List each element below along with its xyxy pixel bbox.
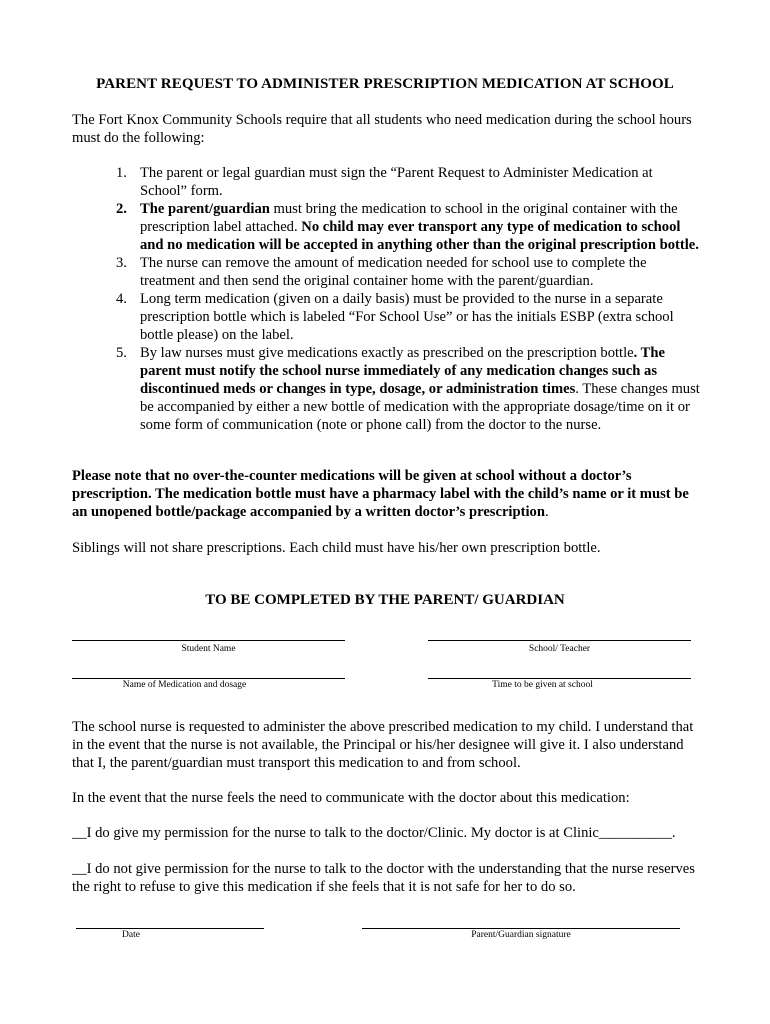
siblings-note: Siblings will not share prescriptions. Each child must have his/her own prescription bottle. bbox=[72, 540, 601, 556]
signature-label: Parent/Guardian signature bbox=[471, 930, 571, 940]
requirement-text: must bring the medication to school in the original container with the prescription label attached. bbox=[140, 201, 678, 235]
date-label: Date bbox=[122, 930, 140, 940]
intro-paragraph: The Fort Knox Community Schools require that all students who need medication during the school hours must do the following: bbox=[72, 112, 692, 146]
section-heading: TO BE COMPLETED BY THE PARENT/ GUARDIAN bbox=[205, 592, 565, 608]
requirement-text: No child may ever transport any type of medication to school and no medication will be accepted in anything other than the original prescription bottle. bbox=[140, 219, 699, 253]
requirement-item bbox=[72, 344, 700, 434]
student-name-line[interactable] bbox=[72, 640, 345, 641]
requirement-number: 5. bbox=[116, 345, 127, 361]
date-line[interactable] bbox=[76, 928, 264, 929]
time-given-label: Time to be given at school bbox=[492, 680, 593, 690]
requirement-number: 4. bbox=[116, 291, 127, 307]
permission-option-yes[interactable]: __I do give my permission for the nurse to talk to the doctor/Clinic. My doctor is at Clinic__________. bbox=[72, 825, 676, 841]
requirements-list bbox=[72, 164, 700, 434]
student-name-label: Student Name bbox=[181, 644, 236, 654]
otc-notice bbox=[72, 467, 707, 521]
requirement-item bbox=[72, 200, 700, 254]
signature-line[interactable] bbox=[362, 928, 680, 929]
time-given-line[interactable] bbox=[428, 678, 691, 679]
requirement-text: . The parent must notify the school nurse immediately of any medication changes such as discontinued meds or changes in type, dosage, or administration times bbox=[140, 345, 666, 397]
requirement-number: 2. bbox=[116, 201, 127, 217]
requirement-text: The parent or legal guardian must sign the “Parent Request to Administer Medication at School” form. bbox=[140, 165, 653, 199]
school-teacher-label: School/ Teacher bbox=[528, 644, 591, 654]
medication-dosage-label: Name of Medication and dosage bbox=[122, 680, 247, 690]
otc-notice-text: Please note that no over-the-counter medications will be given at school without a doctor’s prescription. The medication bottle must have a pharmacy label with the child’s name or it must be an unopened bottle/package accompanied by a written doctor’s prescription bbox=[72, 468, 689, 520]
requirement-item bbox=[72, 290, 700, 344]
requirement-text: The nurse can remove the amount of medication needed for school use to complete the treatment and then send the original container home with the parent/guardian. bbox=[140, 255, 647, 289]
permission-option-no[interactable]: __I do not give permission for the nurse to talk to the doctor with the understanding that the nurse reserves the right to refuse to give this medication if she feels that it is not safe for her to do so. bbox=[72, 861, 695, 895]
requirement-item bbox=[72, 254, 700, 290]
otc-notice-end: . bbox=[544, 504, 549, 520]
doctor-contact-intro: In the event that the nurse feels the need to communicate with the doctor about this medication: bbox=[72, 790, 630, 806]
authorization-paragraph: The school nurse is requested to administer the above prescribed medication to my child. I understand that in the event that the nurse is not available, the Principal or his/her designee will give it. I also understand that I, the parent/guardian must transport this medication to and from school. bbox=[72, 719, 694, 771]
medication-dosage-line[interactable] bbox=[72, 678, 345, 679]
requirement-item bbox=[72, 164, 700, 200]
requirement-text: . These changes must be accompanied by either a new bottle of medication with the appropriate dosage/time on it or some form of communication (note or phone call) from the doctor to the nurse. bbox=[140, 381, 700, 433]
form-title: PARENT REQUEST TO ADMINISTER PRESCRIPTION MEDICATION AT SCHOOL bbox=[96, 76, 674, 92]
requirement-text: Long term medication (given on a daily basis) must be provided to the nurse in a separate prescription bottle which is labeled “For School Use” or has the initials ESBP (extra school bottle please) on the label. bbox=[140, 291, 674, 343]
requirement-number: 3. bbox=[116, 255, 127, 271]
school-teacher-line[interactable] bbox=[428, 640, 691, 641]
requirement-text: By law nurses must give medications exactly as prescribed on the prescription bottle bbox=[140, 345, 634, 361]
requirement-text: The parent/guardian bbox=[140, 201, 270, 217]
requirement-number: 1. bbox=[116, 165, 127, 181]
